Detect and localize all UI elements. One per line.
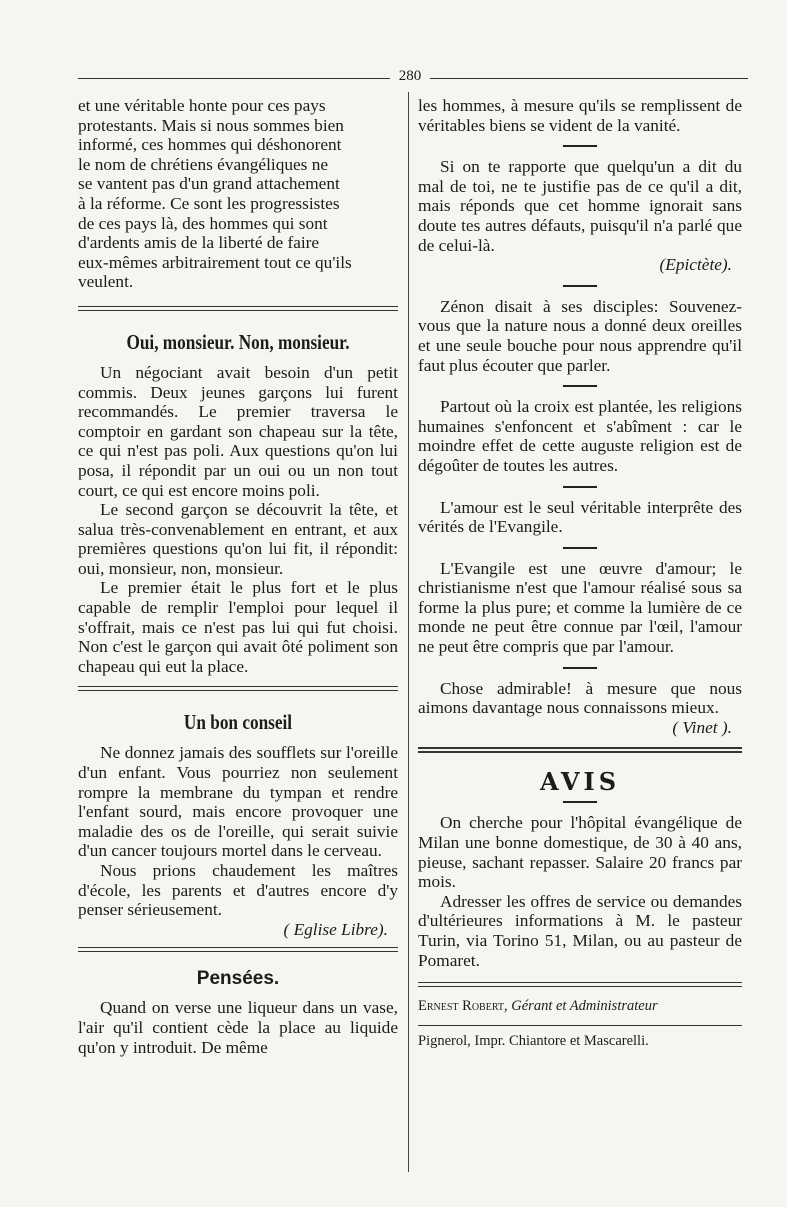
- article-paragraph: Nous prions chaudement les maîtres d'école, les parents et d'autres encore d'y penser sérieusement.: [78, 861, 398, 920]
- article-title: Pensées.: [196, 968, 280, 990]
- separator-dash: [563, 385, 597, 387]
- text-line: le nom de chrétiens évangéliques ne: [78, 154, 329, 174]
- thought-continuation: les hommes, à mesure qu'ils se remplissent de véritables biens se vident de la vanité.: [418, 96, 742, 135]
- article-paragraph: Un négociant avait besoin d'un petit commis. Deux jeunes garçons lui furent recommandés. Le premier traversa le comptoir en gardant son chapeau sur la tête, ce qui n'est pas poli. Aux questions qu'on lui posa, il répondit par un oui ou un non tout court, ce qui est encore moins poli.: [78, 362, 398, 500]
- thought-paragraph: Chose admirable! à mesure que nous aimons davantage nous connaissons mieux.: [418, 678, 742, 718]
- text-line: et une véritable honte pour ces pays: [78, 96, 326, 115]
- page-number: 280: [398, 68, 422, 84]
- separator-dash: [563, 145, 597, 147]
- thought-attribution: ( Vinet ).: [672, 717, 732, 737]
- thought-paragraph: L'amour est le seul véritable interprête des vérités de l'Evangile.: [418, 497, 742, 537]
- section-divider: [78, 686, 398, 691]
- column-divider: [408, 92, 409, 1172]
- header-rule-left: [78, 78, 390, 79]
- text-line: informé, ces hommes qui déshonorent: [78, 135, 342, 155]
- publisher-role: Gérant et Administrateur: [511, 998, 658, 1015]
- thought-paragraph: Partout où la croix est plantée, les religions humaines s'enfoncent et s'abîment : car le moindre effet de cette auguste religion est de dégoûter de toutes les autres.: [418, 397, 742, 475]
- separator-dash: [563, 801, 597, 803]
- article-paragraph: Le premier était le plus fort et le plus capable de remplir l'emploi pour lequel il s'offrait, mais ce n'est pas lui qui fut choisi. Non c'est le garçon qui avait ôté poliment son chapeau qui eut la place.: [78, 578, 398, 676]
- printer-line: Pignerol, Impr. Chiantore et Mascarelli.: [418, 1032, 649, 1049]
- left-column: [78, 96, 398, 1057]
- text-line: veulent.: [78, 272, 134, 292]
- page-header: [78, 68, 748, 88]
- text-line: protestants. Mais si nous sommes bien: [78, 115, 344, 135]
- text-line: d'ardents amis de la liberté de faire: [78, 233, 320, 253]
- publisher-name: Ernest Robert,: [418, 998, 508, 1015]
- article-paragraph: Le second garçon se découvrit la tête, et salua très-convenablement en entrant, et aux premières questions qu'on lui fit, il répondit: oui, monsieur, non, monsieur.: [78, 500, 398, 578]
- notice-paragraph: Adresser les offres de service ou demandes d'ultérieures informations à M. le pasteur Turin, via Torino 51, Milan, ou au pasteur de Pomaret.: [418, 891, 742, 970]
- notice-title: AVIS: [539, 767, 621, 797]
- header-rule-right: [430, 78, 748, 79]
- section-divider: [78, 306, 398, 311]
- thought-paragraph: Zénon disait à ses disciples: Souvenez-vous que la nature nous a donné deux oreilles et une seule bouche pour nous apprendre qu'il faut plus écouter que parler.: [418, 296, 742, 375]
- separator-dash: [563, 285, 597, 287]
- article-paragraph: Ne donnez jamais des soufflets sur l'oreille d'un enfant. Vous pourriez non seulement rompre la membrane du tympan et rendre l'enfant sourd, mais encore provoquer une maladie des os de l'oreille, qui serait suivie d'un cancer toujours mortel dans le cerveau.: [78, 743, 398, 861]
- text-line: se vantent pas d'un grand attachement: [78, 174, 340, 194]
- text-line: à la réforme. Ce sont les progressistes: [78, 193, 340, 213]
- text-line: eux-mêmes arbitrairement tout ce qu'ils: [78, 252, 352, 272]
- separator-dash: [563, 486, 597, 488]
- separator-dash: [563, 547, 597, 549]
- footer-divider: [418, 982, 742, 987]
- article-title: Oui, monsieur. Non, monsieur.: [126, 329, 350, 354]
- publisher-line: [418, 997, 742, 1017]
- thought-paragraph: L'Evangile est une œuvre d'amour; le christianisme n'est que l'amour réalisé sous sa forme la plus pure; et comme la lumière de ce monde ne peut être connue par l'œil, l'amour ne peut être compris que par l'amour.: [418, 558, 742, 657]
- article-title: Un bon conseil: [183, 710, 293, 735]
- article-attribution: ( Eglise Libre).: [283, 919, 388, 939]
- section-divider: [418, 747, 742, 753]
- right-column: [418, 96, 742, 1051]
- article-paragraph: Quand on verse une liqueur dans un vase, l'air qu'il contient cède la place au liquide qu'on y introduit. De même: [78, 998, 398, 1057]
- footer-rule: [418, 1025, 742, 1026]
- text-line: de ces pays là, des hommes qui sont: [78, 213, 328, 233]
- separator-dash: [563, 667, 597, 669]
- intro-continuation: [78, 96, 398, 292]
- thought-paragraph: Si on te rapporte que quelqu'un a dit du mal de toi, ne te justifie pas de ce qu'il a dit, mais réponds que cet homme ignorait sans doute tes autres défauts, puisqu'il n'a parlé que de celui-là.: [418, 157, 742, 255]
- thought-attribution: (Epictète).: [659, 255, 732, 275]
- section-divider: [78, 947, 398, 952]
- notice-paragraph: On cherche pour l'hôpital évangélique de Milan une bonne domestique, de 30 à 40 ans, pieuse, sachant repasser. Salaire 20 francs par mois.: [418, 813, 742, 892]
